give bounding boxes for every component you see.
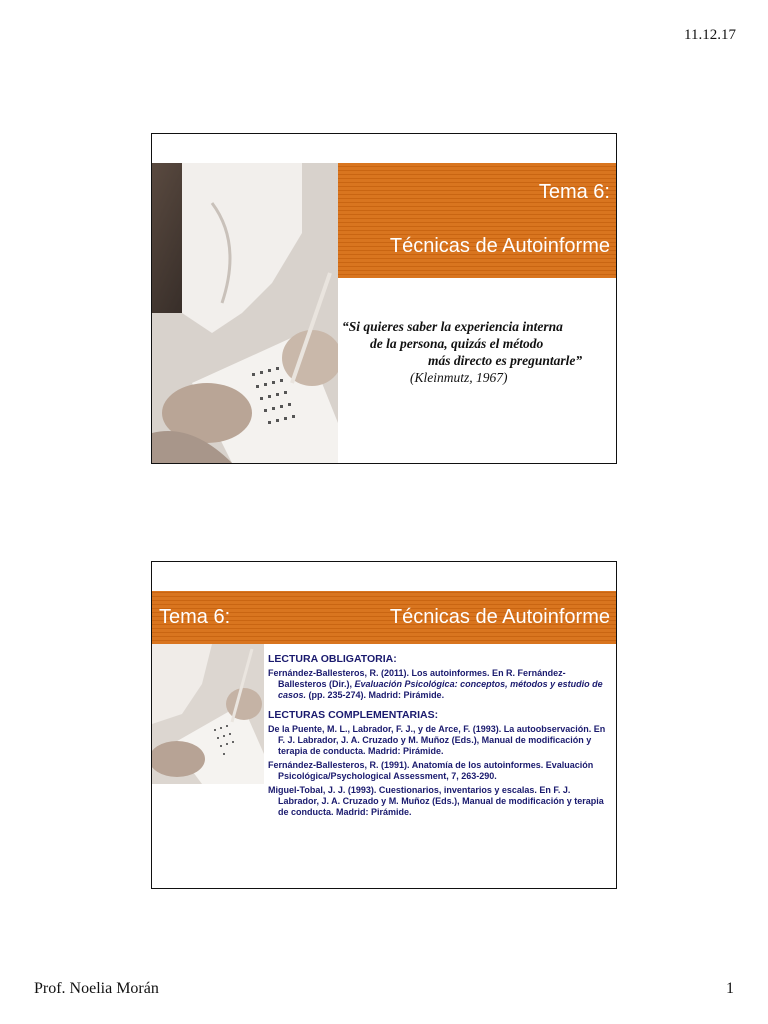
student-writing-photo: [152, 163, 338, 463]
slide-subtitle: Técnicas de Autoinforme: [389, 606, 610, 628]
reference-book-title: Evaluación Psicológica: conceptos, métodos y estudio de casos.: [278, 679, 603, 700]
reference-text: Fernández-Ballesteros, R. (2011). Los autoinformes. En R. Fernández-Ballesteros (Dir.),: [268, 668, 566, 689]
page-number: 1: [726, 980, 734, 997]
reference-item: [268, 668, 608, 701]
author-footer: Prof. Noelia Morán: [34, 980, 159, 997]
complementary-reading-heading: LECTURAS COMPLEMENTARIAS:: [268, 709, 439, 721]
slide-title: Tema 6:: [538, 181, 610, 203]
reference-item: De la Puente, M. L., Labrador, F. J., y de Arce, F. (1993). La autoobservación. En F. J. Labrador, J. A. Cruzado y M. Muñoz (Eds.), Manual de modificación y terapia de conducta. Madrid: Pirámide.: [268, 724, 606, 756]
quote-citation: (Kleinmutz, 1967): [410, 370, 508, 385]
document-date: 11.12.17: [684, 27, 736, 43]
quote-line: más directo es preguntarle”: [428, 353, 583, 368]
slide-title: Tema 6:: [159, 606, 231, 628]
quote-line: de la persona, quizás el método: [370, 336, 544, 351]
reading-list: [268, 654, 608, 821]
quote-line: “Si quieres saber la experiencia interna: [342, 319, 563, 334]
slide-1: [151, 133, 617, 464]
reference-item: Miguel-Tobal, J. J. (1993). Cuestionarios, inventarios y escalas. En F. J. Labrador, J. A. Cruzado y M. Muñoz (Eds.), Manual de modificación y terapia de conducta. Madrid: Pirámide.: [268, 785, 604, 817]
quote-block: [342, 318, 612, 386]
slide-2: [151, 561, 617, 889]
reference-text: (pp. 235-274). Madrid: Pirámide.: [306, 690, 445, 700]
student-writing-photo: [152, 644, 264, 784]
required-reading-heading: LECTURA OBLIGATORIA:: [268, 653, 397, 665]
slide-subtitle: Técnicas de Autoinforme: [389, 235, 610, 257]
reference-item: Fernández-Ballesteros, R. (1991). Anatomía de los autoinformes. Evaluación Psicológica/Psychological Assessment, 7, 263-290.: [268, 760, 594, 781]
